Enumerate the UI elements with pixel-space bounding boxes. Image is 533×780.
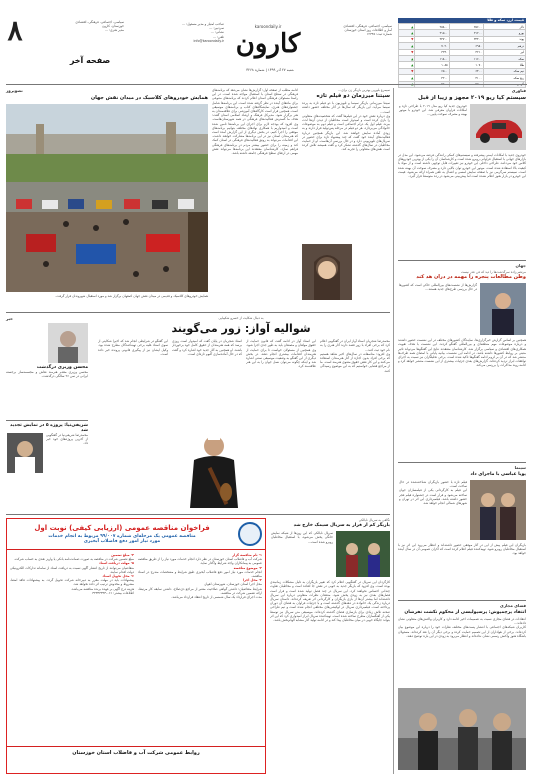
photo-story-image <box>6 104 208 292</box>
exchange-cell: ▼ <box>399 36 415 42</box>
series-body: سریال نابالکی که این روزها از شبکه نمایش خانگی پخش می‌شود، با استقبال مخاطبان روبرو شده است... <box>271 531 333 544</box>
exchange-cell: ۳۱۵۰۰ <box>415 30 449 36</box>
news-body-1: محسن وزیری مقدم هنرمند نقاش و مجسمه‌ساز برجسته ایرانی در سن ۹۶ سالگی درگذشت. <box>6 370 88 379</box>
exchange-cell: ۶۵۰۰ <box>415 68 449 74</box>
main-article <box>92 316 390 512</box>
masthead-right-notes: سیاسی، اجتماعی، فرهنگی، اقتصادی آمار و اطلاعات روز استان خوزستان شماره ثبت: ۱۲۳۴۵ <box>343 24 392 37</box>
section-tag-virtual: فضای مجازی <box>500 603 526 608</box>
exchange-cell: ۱۰۷۰ <box>449 62 483 68</box>
exchange-cell: نیم سکه <box>483 68 525 74</box>
exchange-cell: یورو <box>483 30 525 36</box>
cinema-kicker: سیمرغ بلورین بهترین بازیگر زن برای... <box>338 88 390 92</box>
main-body-col1: محمدرضا شجریان استاد آواز ایران در گفتگویی اعلام کرد که برخی افراد با زور قصد دارند آثار هنری را به نام خود ثبت کنند... وی افزود: متاسفانه در سال‌های اخیر شاهد هستیم که برخی افراد بدون اجازه از آثار هنرمندان استفاده می‌کنند و این کار نقض حقوق معنوی هنرمند است. ما از مراجع قضایی خواستیم که به این موضوع رسیدگی کنند. <box>320 339 390 373</box>
news-body-2: محمدرضا شریفی‌نیا در گفتگویی از آخرین پروژه‌های خود خبر داد. <box>46 433 88 446</box>
exchange-table <box>398 18 526 82</box>
section-tag-world: جهان <box>515 263 526 268</box>
exchange-cell: ۲۵۶۰۰ <box>449 24 483 30</box>
photo-story <box>6 88 208 310</box>
cinema-body: سیتنا میرزمانی بازیگر سینما و تلویزیون با دو فیلم تازه به پرده سینما می‌آید. این بازیگر که سال‌ها در آثار مختلف حضور داشته است... وی درباره نقش خود در این فیلم‌ها گفت که شخصیت‌های متفاوتی را بازی کرده است و امیدوار است مخاطبان از دیدن آن‌ها لذت ببرند. فیلم اول یک درام اجتماعی است و فیلم دوم به موضوعات خانوادگی می‌پردازد. هر دو فیلم در مرحله پس‌تولید قرار دارند و به زودی آماده نمایش خواهند شد. این بازیگر همچنین درباره فعالیت‌های آینده خود گفت که چند پیشنهاد تازه برای حضور در سریال‌های تلویزیونی دارد و در حال بررسی آن‌هاست. او از حمایت مخاطبان در سال‌های گذشته تشکر کرد و گفت همیشه تلاش کرده است نقش‌های متفاوتی را تجربه کند. <box>302 101 390 152</box>
exchange-cell: دلار <box>483 24 525 30</box>
series-photo <box>336 531 390 577</box>
cinema-photo <box>302 244 352 300</box>
middle-column: ادامه مطلب از صفحه اول: گزارش‌ها نشان می‌دهد که برنامه‌های فرهنگی در سطح استان با استقبال مواجه شده است. در این راستا مسئولان فرهنگی استان اعلام کردند که برنامه‌های متنوعی برای ماه‌های آینده در نظر گرفته شده است. این برنامه‌ها شامل جشنواره‌های هنری، نمایشگاه‌های کتاب و برنامه‌های موسیقی است. همچنین قرار است کارگاه‌های آموزشی برای علاقه‌مندان به هنر برگزار شود. مدیرکل فرهنگ و ارشاد اسلامی استان گفت: هدف ما گسترش فعالیت‌های فرهنگی در همه شهرستان‌هاست. وی افزود که بودجه لازم برای اجرای این برنامه‌ها تامین شده است و امیدواریم با همکاری نهادهای مختلف بتوانیم برنامه‌های موفقی را اجرا کنیم. در بخش دیگری از این گزارش آمده است که هنرمندان استان نیز در این برنامه‌ها مشارکت خواهند داشت. این اقدامات می‌تواند به رونق فعالیت‌های فرهنگی در استان کمک کند و زمینه را برای حضور بیشتر مردم در برنامه‌های فرهنگی فراهم سازد. کارشناسان معتقدند این برنامه‌ها می‌تواند نقش مهمی در ارتقای سطح فرهنگی جامعه داشته باشد. <box>212 88 298 156</box>
car-body-more: خودروی جدید با امکانات ایمنی پیشرفته و سیستم‌های کمکی رانندگی عرضه می‌شود. این مدل در بازارهای جهانی با استقبال فراوانی روبرو شده است و کارشناسان آن را یکی از بهترین خودروهای کلاس خود می‌دانند. طراحی داخلی این خودرو نیز تغییرات قابل توجهی داشته است و از مواد با کیفیت بالا استفاده شده است. موتور این خودرو توان بالایی دارد و مصرف سوخت آن بهینه شده است. سیستم سرگرمی نیز با صفحه نمایش لمسی و اتصال به تلفن همراه ارائه می‌شود. قیمت این خودرو در بازار هنوز اعلام نشده است اما پیش‌بینی می‌شود در رده متوسط قرار گیرد. <box>398 153 526 179</box>
edition-line: شنبه ۲۷ آذر ۱۳۹۹ | شماره ۳۲۶۸ <box>246 68 294 72</box>
world-headline: وطن مطالعات پنجره را مهمه در دران هد کند <box>416 274 526 281</box>
virtual-headline: انتقاد پرچمپوش: پرسپولیسی از محکوم نکشت نفرشان <box>404 610 526 615</box>
news-photo-1 <box>48 323 88 363</box>
news-photo-2 <box>7 433 43 473</box>
world-kicker: مرتضی‌زاده سرگذشت‌ها را دید که فن عذر نیست <box>461 270 526 274</box>
ad-col-left: ۴- مبلغ تضمین مبلغ تضمین شرکت در مناقصه به صورت ضمانت‌نامه بانکی یا واریز نقدی به حساب شرکت. ۵- مهلت دریافت اسناد متقاضیان می‌توانند از تاریخ انتشار آگهی نسبت به دریافت اسناد از سامانه تدارکات الکترونیکی دولت اقدام نمایند. ۶- محل تحویل اسناد پیشنهادات باید در مهلت مقرر به دبیرخانه شرکت تحویل گردد. به پیشنهادات فاقد امضا، مشروط و مخدوش ترتیب اثر داده نخواهد شد. هزینه درج آگهی بر عهده برنده مناقصه می‌باشد. اطلاعات بیشتر: ۰۶۱-۳۳۳۳۳۳۳۳ <box>10 553 134 595</box>
exchange-cell: ▲ <box>399 30 415 36</box>
exchange-cell: ۷۰۲۰ <box>415 43 449 49</box>
masthead-info: سیاسی، اجتماعی، فرهنگی، اقتصادی خوزستان، کارون مدیر هنری: ... <box>75 20 124 33</box>
ad-logo-icon <box>238 522 262 546</box>
ad-subtitle-2: مورد نیاز امور دفع فاضلاب آبخیزی <box>83 539 161 544</box>
series-article: نگاهی به سریال نابالکی بازیگر کم از قرار به سریال سیمک خارج شد سریال نابالکی که این روزها از شبکه نمایش خانگی پخش می‌شود، با استقبال مخاطبان روبرو شده است... کارگردان این سریال در گفتگویی اعلام کرد که تغییر بازیگران به دلیل مشکلات زمانبندی بوده است. وی افزود که بازیگر جدید به خوبی در نقش جا افتاده است و مخاطبان تفاوت چندانی احساس نخواهند کرد. این سریال در چند فصل تولید شده است و قرار است فصل‌های بعدی نیز به زودی پخش شود. منتقدان نظرات متفاوتی درباره این سریال داشته‌اند اما بیشتر آن‌ها از بازی بازیگران و کارگردانی اثر تعریف کرده‌اند. داستان سریال درباره زندگی یک خانواده در دهه‌های گذشته است و با جزئیات فراوان به فضای آن دوران پرداخته است. فیلمبرداری سریال در لوکیشن‌های مختلفی انجام شده است و تیم طراحی صحنه تلاش زیادی برای بازسازی فضای گذشته کرده‌اند. موسیقی متن سریال نیز توسط یکی از آهنگسازان مطرح ساخته شده است. تهیه‌کننده سریال ابراز امیدواری کرد که این اثر بتواند جایگاه خوبی در میان مخاطبان پیدا کند و در ادامه تولید آثار مشابه الهام‌بخش باشد. <box>270 518 390 623</box>
exchange-cell: ۴۲۰۰ <box>415 75 449 81</box>
exchange-cell: ۶۴۰۰ <box>449 68 483 74</box>
exchange-cell: ▼ <box>399 49 415 55</box>
main-body-col4: این گفتگو در شرایطی انجام شد که اخیرا شکایتی از سوی استاد علیه برخی تهیه‌کنندگان مطرح شده بود. وکیل ایشان نیز از پیگیری قانونی پرونده خبر داده است. <box>98 339 168 356</box>
news-title-2: شریفی‌نیا: پروژه ۵ در نمایش تجدید شد <box>9 423 88 433</box>
cinema-news-section: سینما پویا عباسی با ماجرای داد فیلم تازه با حضور بازیگران شناخته‌شده در حال ساخت است. این فیلم به کارگردانی یکی از فیلمسازان جوان ساخته می‌شود و قرار است در جشنواره فیلم فجر حضور داشته باشد. فیلمبرداری این اثر در تهران و شهرهای شمالی انجام خواهد شد. بازیگران این فیلم پیش از این در آثار موفقی حضور داشته‌اند و انتظار می‌رود این اثر نیز با استقبال مخاطبان روبرو شود. تهیه‌کننده فیلم اعلام کرده است که اکران عمومی آن در سال آینده خواهد بود. <box>398 462 526 598</box>
car-photo <box>470 104 526 150</box>
exchange-cell: ۳۲۱۰ <box>449 49 483 55</box>
exchange-cell: ربع سکه <box>483 75 525 81</box>
car-headline: سیستم کیا ریو ۲۰۱۹ مجهز و زیبا از قبل <box>418 95 526 101</box>
exchange-cell: ۶۹۸۰ <box>449 43 483 49</box>
cinema-headline: سیتنا میرزمان دو فیلم تازه <box>316 93 390 100</box>
main-body-col3: استاد شجریان در پایان گفت که امیدوار است روزی برسد که همه هنرمندان از حقوق کامل خود برخوردار باشند. او همچنین به آثار جدید خود اشاره کرد و گفت که در حال آماده‌سازی آلبوم تازه‌ای است. <box>172 339 242 356</box>
main-body-col2: این استاد آواز در ادامه گفت که قانون حمایت از حقوق مولفان و مصنفان باید به طور جدی اجرا شود. وی همچنین از مسئولان خواست تا برای حمایت از هنرمندان اقدامات بیشتری انجام دهند. در بخش دیگری از این گفتگو به وضعیت موسیقی سنتی اشاره شد و اینکه چگونه می‌توان نسل جوان را به این هنر علاقه‌مند کرد. <box>246 339 316 369</box>
world-body: گزارش‌ها از نشست‌های بین‌المللی حاکی است که کشورها در حال بررسی طرح‌های جدید هستند... <box>399 283 477 292</box>
exchange-cell: ۱۰۸۵ <box>415 62 449 68</box>
section-tag-cinema: سینما <box>514 465 526 470</box>
exchange-cell: ▲ <box>399 62 415 68</box>
photo-story-caption: همایش خودروهای کلاسیک و قدیمی در میدان نقش جهان اصفهان برگزار شد و مورد استقبال شهروندان قرار گرفت. <box>55 294 208 298</box>
world-photo <box>480 283 526 335</box>
exchange-title: قیمت ارز، سکه و طلا <box>398 18 526 23</box>
tech-section <box>398 88 526 258</box>
virtual-body: انتقادات در فضای مجازی نسبت به تصمیمات اخیر ادامه دارد و کاربران واکنش‌های متفاوتی نشان داده‌اند... کاربران شبکه‌های اجتماعی با انتشار پست‌های مختلف نظرات خود را درباره این موضوع بیان کرده‌اند. برخی از هواداران از این تصمیم حمایت کرده و برخی دیگر آن را نقد کرده‌اند. مسئولان باشگاه هنوز واکنش رسمی نشان نداده‌اند و انتظار می‌رود به زودی در این باره توضیح دهند. <box>398 617 526 638</box>
cinema-news-body: فیلم تازه با حضور بازیگران شناخته‌شده در حال ساخت است. این فیلم به کارگردانی یکی از فیلمسازان جوان ساخته می‌شود و قرار است در جشنواره فیلم فجر حضور داشته باشد. فیلمبرداری این اثر در تهران و شهرهای شمالی انجام خواهد شد. <box>399 480 467 506</box>
ad-footer: روابط عمومی شرکت آب و فاضلاب استان خوزستان <box>72 750 200 756</box>
exchange-cell: ▲ <box>399 24 415 30</box>
masthead <box>0 0 533 80</box>
section-tag-tech: فناوری <box>511 88 526 93</box>
section-tag-news: خبر <box>6 316 14 321</box>
exchange-cell: سکه <box>483 55 525 61</box>
cinema-news-headline: پویا عباسی با ماجرای داد <box>470 472 526 477</box>
exchange-cell: لیر <box>483 49 525 55</box>
exchange-cell: ۲۵۸۰۰ <box>415 24 449 30</box>
logo <box>228 24 308 64</box>
logo-text: کارون <box>235 29 301 59</box>
exchange-cell: ۳۲۴۰ <box>415 49 449 55</box>
exchange-cell: ۳۴۴۰۰ <box>449 36 483 42</box>
ad-subtitle: مناقصه عمومی یک مرحله‌ای شماره ۹۹/۰۰۷ مربوط به انجام خدمات <box>48 534 196 539</box>
photo-story-title: همایش خودروهای کلاسیک در میدان نقش جهان <box>90 95 208 101</box>
exchange-cell: ۱۱۶۰۰ <box>449 55 483 61</box>
ad-block <box>6 518 266 774</box>
exchange-cell: ۳۴۷۰۰ <box>415 36 449 42</box>
virtual-section <box>398 600 526 774</box>
ad-col-right: ۱- نام مناقصه گزار شرکت آب و فاضلاب استان خوزستان در نظر دارد انجام خدمات مورد نیاز را از طریق مناقصه عمومی به پیمانکاران واجد شرایط واگذار نماید. ۲- موضوع مناقصه انجام خدمات مورد نیاز امور دفع فاضلاب آبخیزی طبق شرایط و مشخصات مندرج در اسناد مناقصه. ۳- محل اجرا محل اجرا استان خوزستان، شهرستان اهواز. شرایط متقاضیان: داشتن گواهی صلاحیت معتبر از مراجع ذی‌صلاح، داشتن سابقه کار مرتبط، ارائه تضمین شرکت در مناقصه. مدت اجرای قرارداد یک سال شمسی از تاریخ انعقاد قرارداد می‌باشد. <box>138 553 262 600</box>
cinema-news-photo <box>470 480 526 540</box>
section-label: صفحه آخر <box>69 56 111 65</box>
exchange-cell: ▲ <box>399 43 415 49</box>
exchange-cell: طلا <box>483 62 525 68</box>
ad-title: فراخوان مناقصه عمومی (ارزیابی کیفی) نوبت اول <box>34 524 210 532</box>
exchange-grid <box>398 23 526 88</box>
cinema-article <box>302 88 390 310</box>
exchange-cell: ▲ <box>399 75 415 81</box>
series-kicker: نگاهی به سریال نابالکی <box>358 518 390 522</box>
page-number: ۸ <box>7 14 23 47</box>
world-section: جهان مرتضی‌زاده سرگذشت‌ها را دید که فن عذر نیست وطن مطالعات پنجره را مهمه در دران هد کند گزارش‌ها از نشست‌های بین‌المللی حاکی است که کشورها در حال بررسی طرح‌های جدید هستند... همچنین بر اساس گزارش خبرگزاری‌ها، نمایندگان کشورهای مختلف در این نشست حضور داشتند و درباره موضوعات مهم منطقه‌ای و بین‌المللی گفتگو کردند. این نشست با هدف تقویت همکاری‌های اقتصادی و سیاسی برگزار شد. کارشناسان معتقدند نتایج این گفتگوها می‌تواند تاثیر مثبتی بر روابط کشورها داشته باشد. در ادامه این نشست، بیانیه پایانی با امضای همه طرف‌ها منتشر شد که در آن بر لزوم ادامه گفتگوها تاکید شده است. برخی تحلیلگران نیز نسبت به اجرای توافقات ابراز تردید کرده‌اند. گزارش‌های بعدی جزئیات بیشتری از این نشست منتشر خواهد کرد و ادامه روند مذاکرات را بررسی می‌کند. <box>398 260 526 460</box>
series-headline: بازیگر کم از قرار به سریال سیمک خارج شد <box>293 523 390 529</box>
main-headline: شوالیه آواز: زور می‌گویند <box>171 322 311 336</box>
exchange-cell: ▲ <box>399 55 415 61</box>
section-tag-photo: تصویروز <box>6 88 23 93</box>
main-kicker: به دنبال شکایت از خسرو شکیبایی <box>218 316 264 320</box>
virtual-photo <box>398 688 526 770</box>
main-photo <box>182 426 246 508</box>
exchange-cell: درهم <box>483 43 525 49</box>
exchange-cell: ▼ <box>399 68 415 74</box>
logo-site: karoondaily.ir <box>254 24 282 29</box>
car-body: خودروی جدید کیا ریو مدل ۲۰۱۹ با طراحی تازه و امکانات فراوان معرفی شد. این خودرو با موتور بهینه و مصرف سوخت پایین... <box>399 104 467 117</box>
exchange-cell: ۳۱۲۰۰ <box>449 30 483 36</box>
exchange-cell: پوند <box>483 36 525 42</box>
news-column <box>6 316 88 512</box>
masthead-contact: صاحب امتیاز و مدیر مسئول: ... سردبیر: ... نشانی: ... تلفن: ... info@karoondaily.ir <box>181 22 224 43</box>
news-title-1: محسن وزیری درگذشت <box>36 365 88 370</box>
exchange-cell: ۴۱۰۰ <box>449 75 483 81</box>
exchange-cell: ۱۱۸۰۰ <box>415 55 449 61</box>
